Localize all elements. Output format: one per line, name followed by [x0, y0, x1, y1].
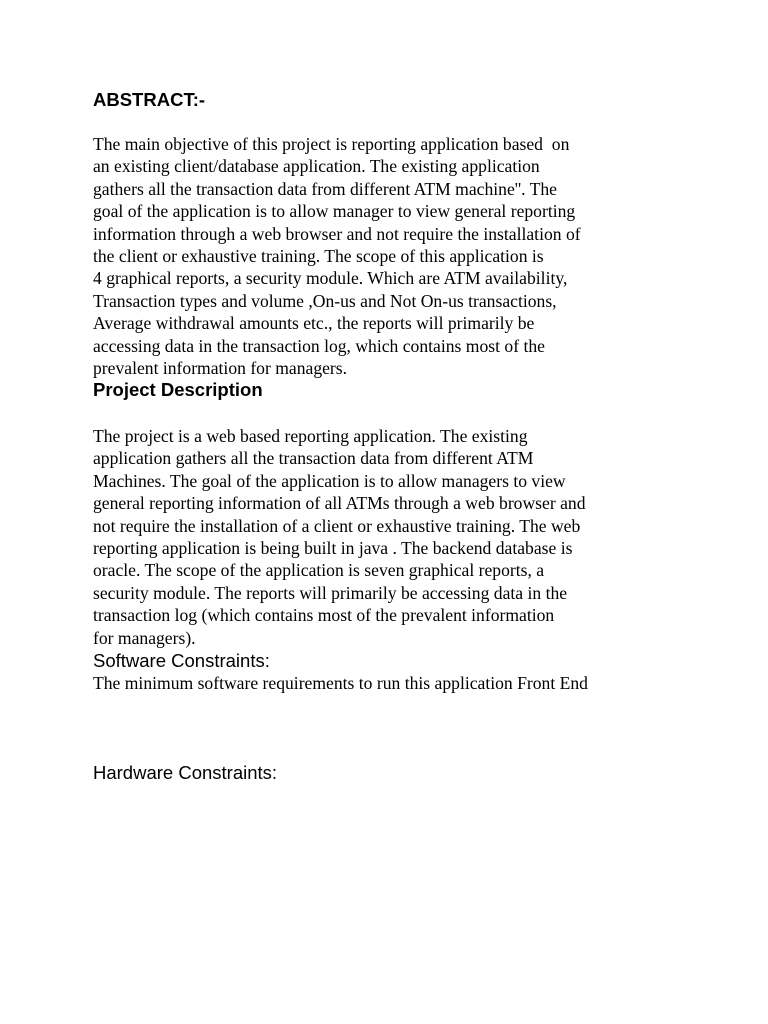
project-description-heading: Project Description [93, 379, 263, 400]
abstract-line: Transaction types and volume ,On-us and Not On-us transactions, [93, 290, 557, 311]
project-description-paragraph [93, 425, 586, 649]
abstract-line: The main objective of this project is reporting application based on [93, 134, 570, 154]
project-description-line: security module. The reports will primarily be accessing data in the [93, 582, 568, 603]
project-description-line: not require the installation of a client or exhaustive training. The web [93, 515, 581, 536]
software-constraints-heading: Software Constraints: [93, 650, 270, 671]
hardware-constraints-heading: Hardware Constraints: [93, 762, 278, 783]
abstract-heading: ABSTRACT:- [93, 89, 206, 110]
project-description-line: oracle. The scope of the application is seven graphical reports, a [93, 560, 545, 581]
abstract-line: the client or exhaustive training. The scope of this application is [93, 245, 544, 266]
project-description-line: reporting application is being built in java . The backend database is [93, 537, 573, 558]
project-description-line: for managers). [93, 627, 196, 648]
project-description-line: transaction log (which contains most of the prevalent information [93, 605, 555, 626]
project-description-line: Machines. The goal of the application is to allow managers to view [93, 470, 566, 491]
abstract-line: 4 graphical reports, a security module. Which are ATM availability, [93, 268, 568, 289]
abstract-line: goal of the application is to allow manager to view general reporting [93, 201, 576, 222]
project-description-line: general reporting information of all ATMs through a web browser and [93, 493, 586, 514]
software-constraints-paragraph [93, 672, 588, 694]
project-description-line: The project is a web based reporting application. The existing [93, 426, 528, 446]
software-constraints-line: The minimum software requirements to run this application Front End [93, 673, 588, 693]
abstract-line: accessing data in the transaction log, which contains most of the [93, 335, 545, 356]
abstract-line: Average withdrawal amounts etc., the reports will primarily be [93, 313, 535, 334]
abstract-line: gathers all the transaction data from different ATM machine''. The [93, 178, 557, 199]
abstract-line: prevalent information for managers. [93, 357, 348, 378]
abstract-paragraph [93, 133, 581, 379]
abstract-line: information through a web browser and not require the installation of [93, 223, 581, 244]
project-description-line: application gathers all the transaction data from different ATM [93, 448, 534, 469]
abstract-line: an existing client/database application. The existing application [93, 156, 540, 177]
